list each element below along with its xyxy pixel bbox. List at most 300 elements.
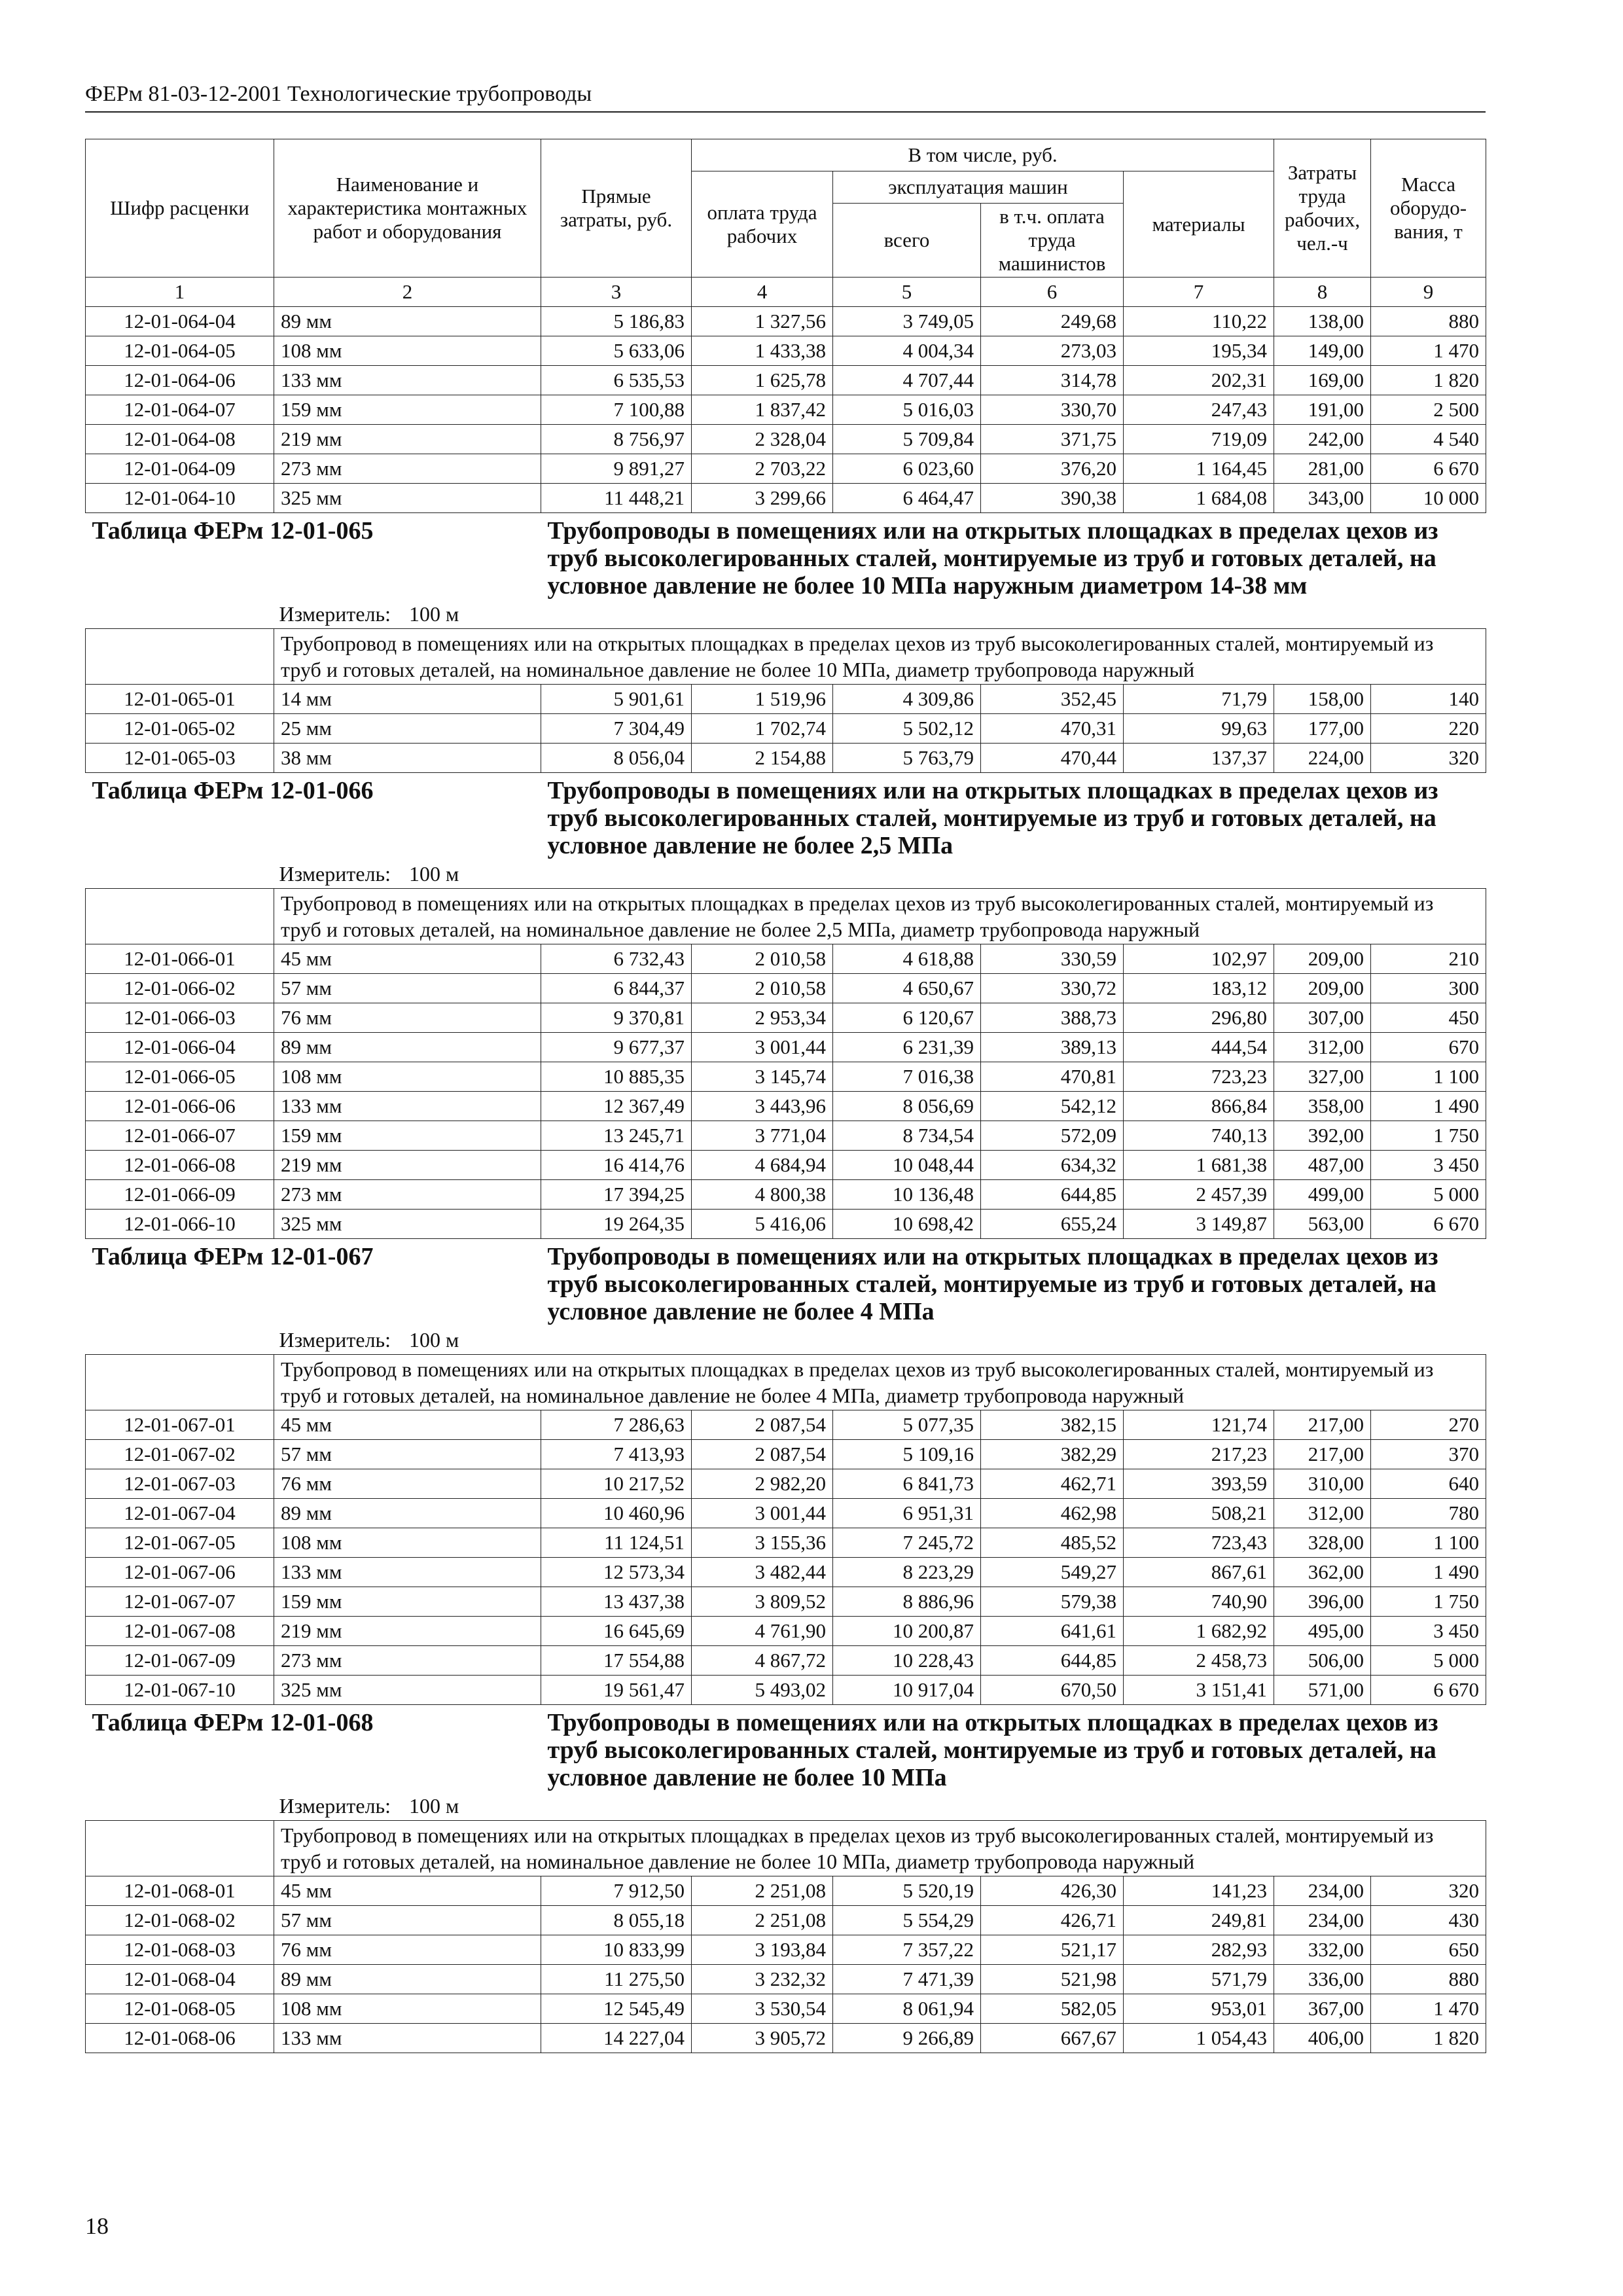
cell-labor-pay: 3 905,72	[692, 2024, 833, 2053]
cell-machines-total: 6 231,39	[833, 1033, 981, 1062]
cell-code: 12-01-064-07	[86, 395, 274, 425]
cell-code: 12-01-066-03	[86, 1003, 274, 1033]
cell-machines-labor: 249,68	[981, 307, 1124, 336]
cell-machines-total: 5 502,12	[833, 714, 981, 744]
cell-machines-total: 8 061,94	[833, 1994, 981, 2024]
cell-labor-hours: 332,00	[1274, 1935, 1371, 1965]
cell-machines-labor: 462,98	[981, 1499, 1124, 1528]
cell-direct: 10 460,96	[541, 1499, 692, 1528]
table-row	[86, 395, 1486, 425]
cell-machines-total: 10 136,48	[833, 1180, 981, 1210]
cell-materials: 2 457,39	[1124, 1180, 1274, 1210]
col-header-name: Наименование и характеристика монтажных работ и оборудования	[274, 139, 541, 278]
cell-name: 57 мм	[274, 1906, 541, 1935]
cell-labor-hours: 191,00	[1274, 395, 1371, 425]
col-header-machines-labor: в т.ч. оплата труда машинистов	[981, 204, 1124, 278]
cell-mass: 1 820	[1371, 2024, 1486, 2053]
unit-cell	[274, 600, 1486, 629]
cell-machines-total: 9 266,89	[833, 2024, 981, 2053]
cell-materials: 71,79	[1124, 685, 1274, 714]
cell-direct: 14 227,04	[541, 2024, 692, 2053]
cell-mass: 450	[1371, 1003, 1486, 1033]
cell-code: 12-01-064-05	[86, 336, 274, 366]
unit-value: 100 м	[409, 1794, 459, 1818]
cell-machines-labor: 470,44	[981, 744, 1124, 773]
cell-direct: 10 885,35	[541, 1062, 692, 1092]
table-row	[86, 1003, 1486, 1033]
cell-name: 219 мм	[274, 1617, 541, 1646]
cell-materials: 102,97	[1124, 944, 1274, 974]
col-header-machines: эксплуатация машин	[833, 171, 1124, 204]
cell-mass: 1 100	[1371, 1528, 1486, 1558]
cell-materials: 1 164,45	[1124, 454, 1274, 484]
unit-label: Измеритель:	[279, 862, 391, 886]
section-title-row	[86, 513, 1486, 600]
cell-machines-total: 8 223,29	[833, 1558, 981, 1587]
unit-spacer	[86, 1325, 274, 1355]
cell-machines-total: 7 016,38	[833, 1062, 981, 1092]
cell-name: 108 мм	[274, 1528, 541, 1558]
cell-labor-pay: 2 251,08	[692, 1906, 833, 1935]
section-title-row	[86, 1705, 1486, 1792]
cell-code: 12-01-067-07	[86, 1587, 274, 1617]
cell-labor-pay: 3 809,52	[692, 1587, 833, 1617]
cell-code: 12-01-066-06	[86, 1092, 274, 1121]
table-row	[86, 366, 1486, 395]
cell-mass: 10 000	[1371, 484, 1486, 513]
cell-labor-hours: 495,00	[1274, 1617, 1371, 1646]
cell-direct: 6 535,53	[541, 366, 692, 395]
cell-machines-labor: 655,24	[981, 1210, 1124, 1239]
description-spacer	[86, 1355, 274, 1410]
section-description-row	[86, 1355, 1486, 1410]
cell-labor-hours: 499,00	[1274, 1180, 1371, 1210]
cell-labor-hours: 328,00	[1274, 1528, 1371, 1558]
table-row	[86, 714, 1486, 744]
cell-machines-labor: 549,27	[981, 1558, 1124, 1587]
section-description-row	[86, 1821, 1486, 1876]
document-title: ФЕРм 81-03-12-2001 Технологические трубопроводы	[85, 82, 592, 106]
section-title: Трубопроводы в помещениях или на открытых площадках в пределах цехов из труб высоколегированных сталей, монтируемые из труб и готовых деталей, на условное давление не более 2,5 МПа	[547, 777, 1438, 859]
cell-machines-labor: 470,81	[981, 1062, 1124, 1092]
cell-mass: 270	[1371, 1410, 1486, 1440]
cell-direct: 11 448,21	[541, 484, 692, 513]
column-number: 7	[1124, 278, 1274, 307]
cell-machines-total: 7 471,39	[833, 1965, 981, 1994]
cell-direct: 12 545,49	[541, 1994, 692, 2024]
cell-machines-total: 6 023,60	[833, 454, 981, 484]
table-row	[86, 1180, 1486, 1210]
table-row	[86, 1033, 1486, 1062]
cell-direct: 5 901,61	[541, 685, 692, 714]
cell-labor-pay: 3 232,32	[692, 1965, 833, 1994]
cell-code: 12-01-066-10	[86, 1210, 274, 1239]
cell-machines-labor: 667,67	[981, 2024, 1124, 2053]
unit-spacer	[86, 1791, 274, 1821]
unit-spacer	[86, 859, 274, 889]
table-row	[86, 1092, 1486, 1121]
cell-labor-hours: 506,00	[1274, 1646, 1371, 1676]
column-number: 8	[1274, 278, 1371, 307]
cell-name: 273 мм	[274, 1180, 541, 1210]
cell-machines-total: 4 618,88	[833, 944, 981, 974]
cell-name: 89 мм	[274, 307, 541, 336]
cell-labor-hours: 343,00	[1274, 484, 1371, 513]
cell-code: 12-01-066-08	[86, 1151, 274, 1180]
cell-machines-labor: 389,13	[981, 1033, 1124, 1062]
cell-code: 12-01-066-02	[86, 974, 274, 1003]
cell-labor-pay: 2 953,34	[692, 1003, 833, 1033]
cell-name: 76 мм	[274, 1469, 541, 1499]
cell-mass: 6 670	[1371, 1676, 1486, 1705]
cell-labor-hours: 209,00	[1274, 974, 1371, 1003]
cell-labor-pay: 5 416,06	[692, 1210, 833, 1239]
unit-cell	[274, 859, 1486, 889]
cell-code: 12-01-067-03	[86, 1469, 274, 1499]
column-number: 9	[1371, 278, 1486, 307]
cell-machines-total: 4 650,67	[833, 974, 981, 1003]
cell-machines-total: 6 120,67	[833, 1003, 981, 1033]
cell-labor-pay: 4 684,94	[692, 1151, 833, 1180]
cell-labor-hours: 312,00	[1274, 1499, 1371, 1528]
cell-labor-hours: 281,00	[1274, 454, 1371, 484]
cell-materials: 249,81	[1124, 1906, 1274, 1935]
cell-direct: 10 217,52	[541, 1469, 692, 1499]
section-table-label: Таблица ФЕРм 12-01-066	[92, 777, 374, 804]
cell-labor-hours: 242,00	[1274, 425, 1371, 454]
section-title-row	[86, 773, 1486, 860]
cell-machines-labor: 426,71	[981, 1906, 1124, 1935]
cell-code: 12-01-065-01	[86, 685, 274, 714]
cell-labor-pay: 2 087,54	[692, 1410, 833, 1440]
cell-mass: 1 750	[1371, 1121, 1486, 1151]
cell-mass: 320	[1371, 744, 1486, 773]
cell-name: 133 мм	[274, 1558, 541, 1587]
cell-name: 273 мм	[274, 454, 541, 484]
cell-mass: 1 470	[1371, 1994, 1486, 2024]
cell-code: 12-01-067-06	[86, 1558, 274, 1587]
table-row	[86, 1151, 1486, 1180]
table-row	[86, 974, 1486, 1003]
cell-labor-pay: 3 155,36	[692, 1528, 833, 1558]
col-header-including: В том числе, руб.	[692, 139, 1274, 171]
cell-materials: 2 458,73	[1124, 1646, 1274, 1676]
cell-machines-labor: 273,03	[981, 336, 1124, 366]
cell-mass: 6 670	[1371, 454, 1486, 484]
cell-materials: 247,43	[1124, 395, 1274, 425]
cell-labor-hours: 406,00	[1274, 2024, 1371, 2053]
cell-labor-hours: 362,00	[1274, 1558, 1371, 1587]
table-row	[86, 1617, 1486, 1646]
table-row	[86, 1469, 1486, 1499]
cell-mass: 210	[1371, 944, 1486, 974]
cell-mass: 220	[1371, 714, 1486, 744]
cell-name: 14 мм	[274, 685, 541, 714]
section-unit-row	[86, 1325, 1486, 1355]
cell-code: 12-01-065-02	[86, 714, 274, 744]
cell-machines-labor: 579,38	[981, 1587, 1124, 1617]
unit-cell	[274, 1325, 1486, 1355]
cell-labor-hours: 310,00	[1274, 1469, 1371, 1499]
cell-labor-pay: 3 443,96	[692, 1092, 833, 1121]
cell-name: 89 мм	[274, 1499, 541, 1528]
unit-spacer	[86, 600, 274, 629]
cell-materials: 217,23	[1124, 1440, 1274, 1469]
cell-labor-pay: 4 867,72	[692, 1646, 833, 1676]
table-row	[86, 1410, 1486, 1440]
cell-labor-pay: 3 482,44	[692, 1558, 833, 1587]
cell-machines-labor: 388,73	[981, 1003, 1124, 1033]
cell-labor-pay: 3 145,74	[692, 1062, 833, 1092]
cell-mass: 2 500	[1371, 395, 1486, 425]
section-description: Трубопровод в помещениях или на открытых площадках в пределах цехов из труб высоколегированных сталей, монтируемый из труб и готовых деталей, на номинальное давление не более 4 МПа, диаметр трубопровода наружный	[274, 1355, 1486, 1410]
cell-code: 12-01-066-01	[86, 944, 274, 974]
cell-mass: 1 490	[1371, 1558, 1486, 1587]
unit-value: 100 м	[409, 1328, 459, 1352]
unit-label: Измеритель:	[279, 1328, 391, 1352]
cell-machines-labor: 542,12	[981, 1092, 1124, 1121]
cell-labor-pay: 3 530,54	[692, 1994, 833, 2024]
cell-direct: 7 912,50	[541, 1876, 692, 1906]
cell-labor-pay: 3 771,04	[692, 1121, 833, 1151]
cell-code: 12-01-068-06	[86, 2024, 274, 2053]
rates-table	[85, 139, 1486, 2053]
cell-direct: 9 370,81	[541, 1003, 692, 1033]
cell-labor-pay: 3 001,44	[692, 1033, 833, 1062]
cell-materials: 282,93	[1124, 1935, 1274, 1965]
cell-labor-pay: 3 299,66	[692, 484, 833, 513]
column-number: 6	[981, 278, 1124, 307]
cell-machines-labor: 330,59	[981, 944, 1124, 974]
cell-name: 133 мм	[274, 2024, 541, 2053]
cell-machines-labor: 644,85	[981, 1180, 1124, 1210]
cell-code: 12-01-064-08	[86, 425, 274, 454]
section-table-label: Таблица ФЕРм 12-01-065	[92, 517, 374, 545]
cell-labor-pay: 2 982,20	[692, 1469, 833, 1499]
table-row	[86, 1499, 1486, 1528]
cell-mass: 650	[1371, 1935, 1486, 1965]
cell-code: 12-01-067-02	[86, 1440, 274, 1469]
table-row	[86, 744, 1486, 773]
cell-materials: 740,90	[1124, 1587, 1274, 1617]
section-table-label: Таблица ФЕРм 12-01-068	[92, 1709, 374, 1736]
cell-machines-labor: 670,50	[981, 1676, 1124, 1705]
cell-mass: 370	[1371, 1440, 1486, 1469]
cell-machines-total: 5 109,16	[833, 1440, 981, 1469]
cell-direct: 17 554,88	[541, 1646, 692, 1676]
cell-mass: 670	[1371, 1033, 1486, 1062]
column-number: 5	[833, 278, 981, 307]
column-numbers-row	[86, 278, 1486, 307]
cell-machines-labor: 462,71	[981, 1469, 1124, 1499]
section-unit-row	[86, 1791, 1486, 1821]
cell-machines-labor: 634,32	[981, 1151, 1124, 1180]
cell-mass: 140	[1371, 685, 1486, 714]
cell-name: 89 мм	[274, 1965, 541, 1994]
cell-direct: 6 732,43	[541, 944, 692, 974]
cell-name: 219 мм	[274, 425, 541, 454]
cell-labor-pay: 2 328,04	[692, 425, 833, 454]
cell-direct: 11 275,50	[541, 1965, 692, 1994]
cell-name: 45 мм	[274, 1876, 541, 1906]
cell-code: 12-01-066-04	[86, 1033, 274, 1062]
cell-labor-pay: 2 010,58	[692, 974, 833, 1003]
unit-value: 100 м	[409, 862, 459, 886]
cell-direct: 16 645,69	[541, 1617, 692, 1646]
section-title: Трубопроводы в помещениях или на открытых площадках в пределах цехов из труб высоколегированных сталей, монтируемые из труб и готовых деталей, на условное давление не более 10 МПа наружным диаметром 14-38 мм	[547, 517, 1438, 600]
cell-name: 38 мм	[274, 744, 541, 773]
cell-labor-hours: 217,00	[1274, 1410, 1371, 1440]
cell-mass: 1 490	[1371, 1092, 1486, 1121]
column-number: 1	[86, 278, 274, 307]
cell-code: 12-01-067-08	[86, 1617, 274, 1646]
table-row	[86, 484, 1486, 513]
cell-machines-total: 5 554,29	[833, 1906, 981, 1935]
cell-machines-total: 5 077,35	[833, 1410, 981, 1440]
cell-name: 325 мм	[274, 484, 541, 513]
cell-labor-pay: 1 625,78	[692, 366, 833, 395]
cell-labor-hours: 327,00	[1274, 1062, 1371, 1092]
col-header-labor-pay: оплата труда рабочих	[692, 171, 833, 278]
table-row	[86, 944, 1486, 974]
section-table-label: Таблица ФЕРм 12-01-067	[92, 1243, 374, 1270]
cell-materials: 867,61	[1124, 1558, 1274, 1587]
table-row	[86, 1676, 1486, 1705]
cell-mass: 880	[1371, 307, 1486, 336]
cell-name: 108 мм	[274, 1994, 541, 2024]
table-row	[86, 1121, 1486, 1151]
cell-materials: 508,21	[1124, 1499, 1274, 1528]
cell-labor-hours: 234,00	[1274, 1906, 1371, 1935]
cell-materials: 1 681,38	[1124, 1151, 1274, 1180]
cell-name: 25 мм	[274, 714, 541, 744]
cell-machines-total: 8 056,69	[833, 1092, 981, 1121]
cell-machines-labor: 390,38	[981, 484, 1124, 513]
cell-machines-total: 10 917,04	[833, 1676, 981, 1705]
cell-labor-hours: 209,00	[1274, 944, 1371, 974]
unit-value: 100 м	[409, 602, 459, 626]
section-unit-row	[86, 859, 1486, 889]
cell-name: 325 мм	[274, 1210, 541, 1239]
column-number: 2	[274, 278, 541, 307]
cell-labor-hours: 392,00	[1274, 1121, 1371, 1151]
cell-mass: 1 750	[1371, 1587, 1486, 1617]
cell-machines-labor: 352,45	[981, 685, 1124, 714]
cell-materials: 393,59	[1124, 1469, 1274, 1499]
cell-direct: 19 264,35	[541, 1210, 692, 1239]
col-header-machines-total: всего	[833, 204, 981, 278]
cell-code: 12-01-067-05	[86, 1528, 274, 1558]
cell-mass: 3 450	[1371, 1617, 1486, 1646]
cell-direct: 13 437,38	[541, 1587, 692, 1617]
cell-labor-pay: 3 001,44	[692, 1499, 833, 1528]
cell-name: 76 мм	[274, 1003, 541, 1033]
cell-labor-pay: 2 251,08	[692, 1876, 833, 1906]
column-number: 3	[541, 278, 692, 307]
cell-machines-labor: 376,20	[981, 454, 1124, 484]
col-header-direct: Прямые затраты, руб.	[541, 139, 692, 278]
cell-direct: 8 056,04	[541, 744, 692, 773]
cell-materials: 99,63	[1124, 714, 1274, 744]
cell-direct: 12 367,49	[541, 1092, 692, 1121]
cell-labor-hours: 217,00	[1274, 1440, 1371, 1469]
section-description: Трубопровод в помещениях или на открытых площадках в пределах цехов из труб высоколегированных сталей, монтируемый из труб и готовых деталей, на номинальное давление не более 2,5 МПа, диаметр трубопровода наружный	[274, 889, 1486, 944]
table-row	[86, 685, 1486, 714]
cell-machines-total: 10 048,44	[833, 1151, 981, 1180]
cell-materials: 723,43	[1124, 1528, 1274, 1558]
cell-materials: 183,12	[1124, 974, 1274, 1003]
table-row	[86, 2024, 1486, 2053]
cell-name: 108 мм	[274, 1062, 541, 1092]
cell-labor-pay: 1 327,56	[692, 307, 833, 336]
table-row	[86, 1994, 1486, 2024]
cell-direct: 13 245,71	[541, 1121, 692, 1151]
cell-materials: 1 684,08	[1124, 484, 1274, 513]
cell-code: 12-01-067-04	[86, 1499, 274, 1528]
table-row	[86, 1646, 1486, 1676]
description-spacer	[86, 889, 274, 944]
cell-name: 57 мм	[274, 974, 541, 1003]
cell-mass: 880	[1371, 1965, 1486, 1994]
col-header-mass: Масса оборудо-вания, т	[1371, 139, 1486, 278]
cell-name: 219 мм	[274, 1151, 541, 1180]
cell-mass: 320	[1371, 1876, 1486, 1906]
cell-mass: 5 000	[1371, 1180, 1486, 1210]
cell-labor-pay: 2 154,88	[692, 744, 833, 773]
cell-mass: 780	[1371, 1499, 1486, 1528]
cell-code: 12-01-068-05	[86, 1994, 274, 2024]
cell-materials: 195,34	[1124, 336, 1274, 366]
cell-machines-labor: 521,17	[981, 1935, 1124, 1965]
cell-name: 273 мм	[274, 1646, 541, 1676]
cell-labor-hours: 224,00	[1274, 744, 1371, 773]
cell-machines-total: 5 016,03	[833, 395, 981, 425]
cell-machines-labor: 330,72	[981, 974, 1124, 1003]
cell-direct: 6 844,37	[541, 974, 692, 1003]
cell-mass: 1 470	[1371, 336, 1486, 366]
cell-code: 12-01-067-01	[86, 1410, 274, 1440]
cell-machines-labor: 382,29	[981, 1440, 1124, 1469]
cell-labor-pay: 4 761,90	[692, 1617, 833, 1646]
table-row	[86, 1587, 1486, 1617]
cell-code: 12-01-064-04	[86, 307, 274, 336]
cell-code: 12-01-067-10	[86, 1676, 274, 1705]
cell-materials: 723,23	[1124, 1062, 1274, 1092]
cell-name: 45 мм	[274, 944, 541, 974]
section-description: Трубопровод в помещениях или на открытых площадках в пределах цехов из труб высоколегированных сталей, монтируемый из труб и готовых деталей, на номинальное давление не более 10 МПа, диаметр трубопровода наружный	[274, 1821, 1486, 1876]
cell-labor-hours: 336,00	[1274, 1965, 1371, 1994]
section-title-row	[86, 1239, 1486, 1326]
cell-direct: 7 413,93	[541, 1440, 692, 1469]
cell-machines-total: 4 707,44	[833, 366, 981, 395]
cell-code: 12-01-066-05	[86, 1062, 274, 1092]
cell-labor-pay: 2 087,54	[692, 1440, 833, 1469]
table-row	[86, 336, 1486, 366]
table-row	[86, 1965, 1486, 1994]
unit-cell	[274, 1791, 1486, 1821]
cell-name: 57 мм	[274, 1440, 541, 1469]
description-spacer	[86, 1821, 274, 1876]
cell-code: 12-01-065-03	[86, 744, 274, 773]
cell-materials: 296,80	[1124, 1003, 1274, 1033]
cell-labor-pay: 1 433,38	[692, 336, 833, 366]
cell-direct: 11 124,51	[541, 1528, 692, 1558]
section-description: Трубопровод в помещениях или на открытых площадках в пределах цехов из труб высоколегированных сталей, монтируемый из труб и готовых деталей, на номинальное давление не более 10 МПа, диаметр трубопровода наружный	[274, 629, 1486, 685]
cell-materials: 571,79	[1124, 1965, 1274, 1994]
section-title: Трубопроводы в помещениях или на открытых площадках в пределах цехов из труб высоколегированных сталей, монтируемые из труб и готовых деталей, на условное давление не более 4 МПа	[547, 1243, 1438, 1325]
cell-direct: 7 286,63	[541, 1410, 692, 1440]
table-row	[86, 1440, 1486, 1469]
